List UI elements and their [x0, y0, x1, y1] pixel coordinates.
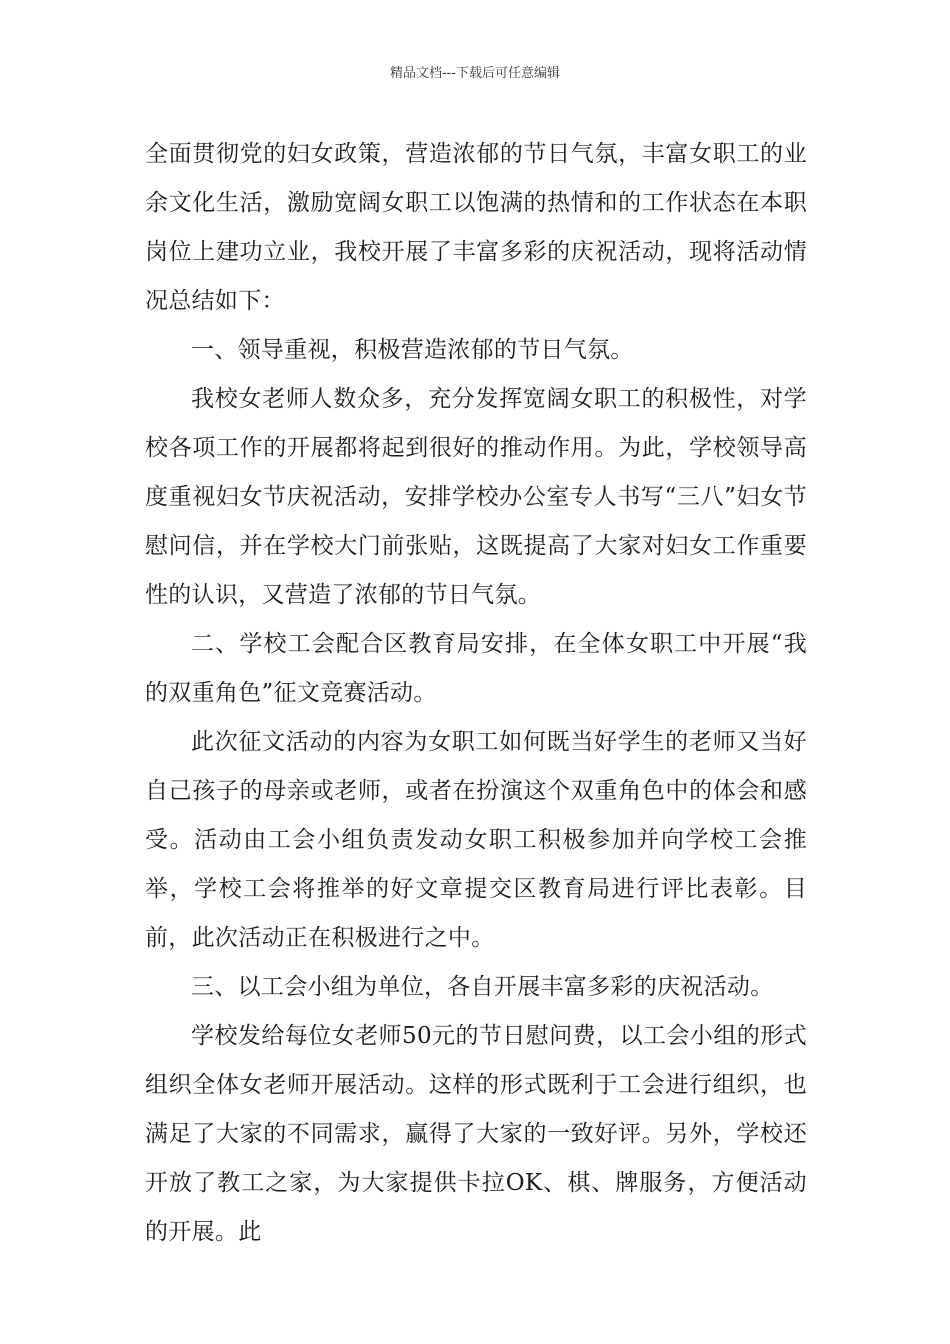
section-heading-1: 一、领导重视，积极营造浓郁的节日气氛。	[191, 337, 634, 363]
paragraph-section-2: 此次征文活动的内容为女职工如何既当好学生的老师又当好自己孩子的母亲或老师，或者在扮演这个双重角色中的体会和感受。活动由工会小组负责发动女职工积极参加并向学校工会推举，学校工会将推举的好文章提交区教育局进行评比表彰。目前，此次活动正在积极进行之中。	[145, 729, 807, 951]
paragraph-section-3: 学校发给每位女老师50元的节日慰问费，以工会小组的形式组织全体女老师开展活动。这样的形式既利于工会进行组织，也满足了大家的不同需求，赢得了大家的一致好评。另外，学校还开放了教工之家，为大家提供卡拉OK、棋、牌服务，方便活动的开展。此	[145, 1023, 807, 1245]
paragraph-section-1: 我校女老师人数众多，充分发挥宽阔女职工的积极性，对学校各项工作的开展都将起到很好的推动作用。为此，学校领导高度重视妇女节庆祝活动，安排学校办公室专人书写“三八”妇女节慰问信，并在学校大门前张贴，这既提高了大家对妇女工作重要性的认识，又营造了浓郁的节日气氛。	[145, 386, 807, 608]
section-heading-3: 三、以工会小组为单位，各自开展丰富多彩的庆祝活动。	[191, 974, 774, 1000]
paragraph-intro: 全面贯彻党的妇女政策，营造浓郁的节日气氛，丰富女职工的业余文化生活，激励宽阔女职工以饱满的热情和的工作状态在本职岗位上建功立业，我校开展了丰富多彩的庆祝活动，现将活动情况总结如下：	[145, 141, 807, 314]
document-body	[145, 130, 807, 1257]
section-heading-2: 二、学校工会配合区教育局安排，在全体女职工中开展“我的双重角色”征文竞赛活动。	[145, 631, 807, 706]
page-header: 精品文档---下载后可任意编辑	[389, 66, 561, 81]
